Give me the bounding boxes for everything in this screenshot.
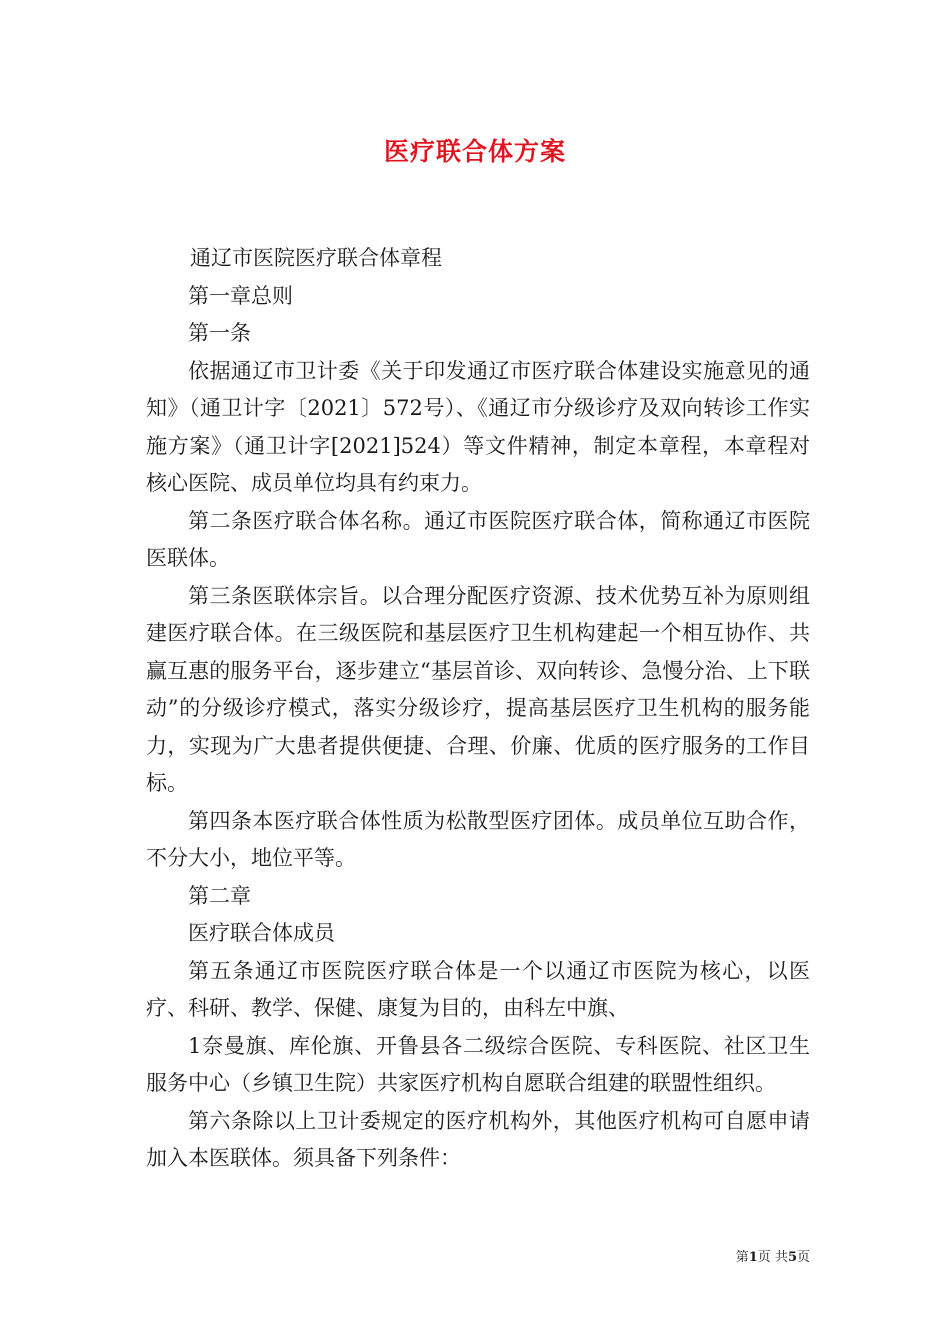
paragraph-chapter-1: 第一章总则	[188, 283, 293, 308]
footer-total-pages: 5	[787, 1250, 797, 1265]
paragraph-article-5: 第五条通辽市医院医疗联合体是一个以通辽市医院为核心，以医疗、科研、教学、保健、康复为目的，由科左中旗、	[146, 958, 810, 1020]
footer-middle: 页 共	[757, 1250, 788, 1265]
document-body	[146, 240, 810, 1178]
paragraph-chapter-2: 第二章	[188, 883, 251, 908]
paragraph-article-6: 第六条除以上卫计委规定的医疗机构外，其他医疗机构可自愿申请加入本医联体。须具备下列条件：	[146, 1108, 810, 1170]
paragraph-charter-title: 通辽市医院医疗联合体章程	[190, 246, 442, 270]
paragraph-article-4: 第四条本医疗联合体性质为松散型医疗团体。成员单位互助合作，不分大小，地位平等。	[146, 808, 810, 870]
document-title: 医疗联合体方案	[383, 137, 566, 166]
paragraph-article-1-body: 依据通辽市卫计委《关于印发通辽市医疗联合体建设实施意见的通知》（通卫计字〔2021〕572号）、《通辽市分级诊疗及双向转诊工作实施方案》（通卫计字[2021]524）等文件精神，制定本章程，本章程对核心医院、成员单位均具有约束力。	[146, 358, 810, 495]
footer-prefix: 第	[735, 1250, 749, 1265]
paragraph-article-5-continued: 1奈曼旗、库伦旗、开鲁县各二级综合医院、专科医院、社区卫生服务中心（乡镇卫生院）共家医疗机构自愿联合组建的联盟性组织。	[146, 1033, 810, 1095]
paragraph-chapter-2-title: 医疗联合体成员	[188, 921, 335, 945]
paragraph-article-1-heading: 第一条	[188, 321, 251, 345]
paragraph-article-2: 第二条医疗联合体名称。通辽市医院医疗联合体，简称通辽市医院医联体。	[146, 508, 810, 570]
footer-suffix: 页	[796, 1250, 810, 1265]
footer-current-page: 1	[748, 1250, 758, 1265]
paragraph-article-3: 第三条医联体宗旨。以合理分配医疗资源、技术优势互补为原则组建医疗联合体。在三级医院和基层医疗卫生机构建起一个相互协作、共赢互惠的服务平台，逐步建立“基层首诊、双向转诊、急慢分治、上下联动”的分级诊疗模式，落实分级诊疗，提高基层医疗卫生机构的服务能力，实现为广大患者提供便捷、合理、价廉、优质的医疗服务的工作目标。	[146, 583, 810, 795]
page-number-footer	[736, 1246, 810, 1265]
